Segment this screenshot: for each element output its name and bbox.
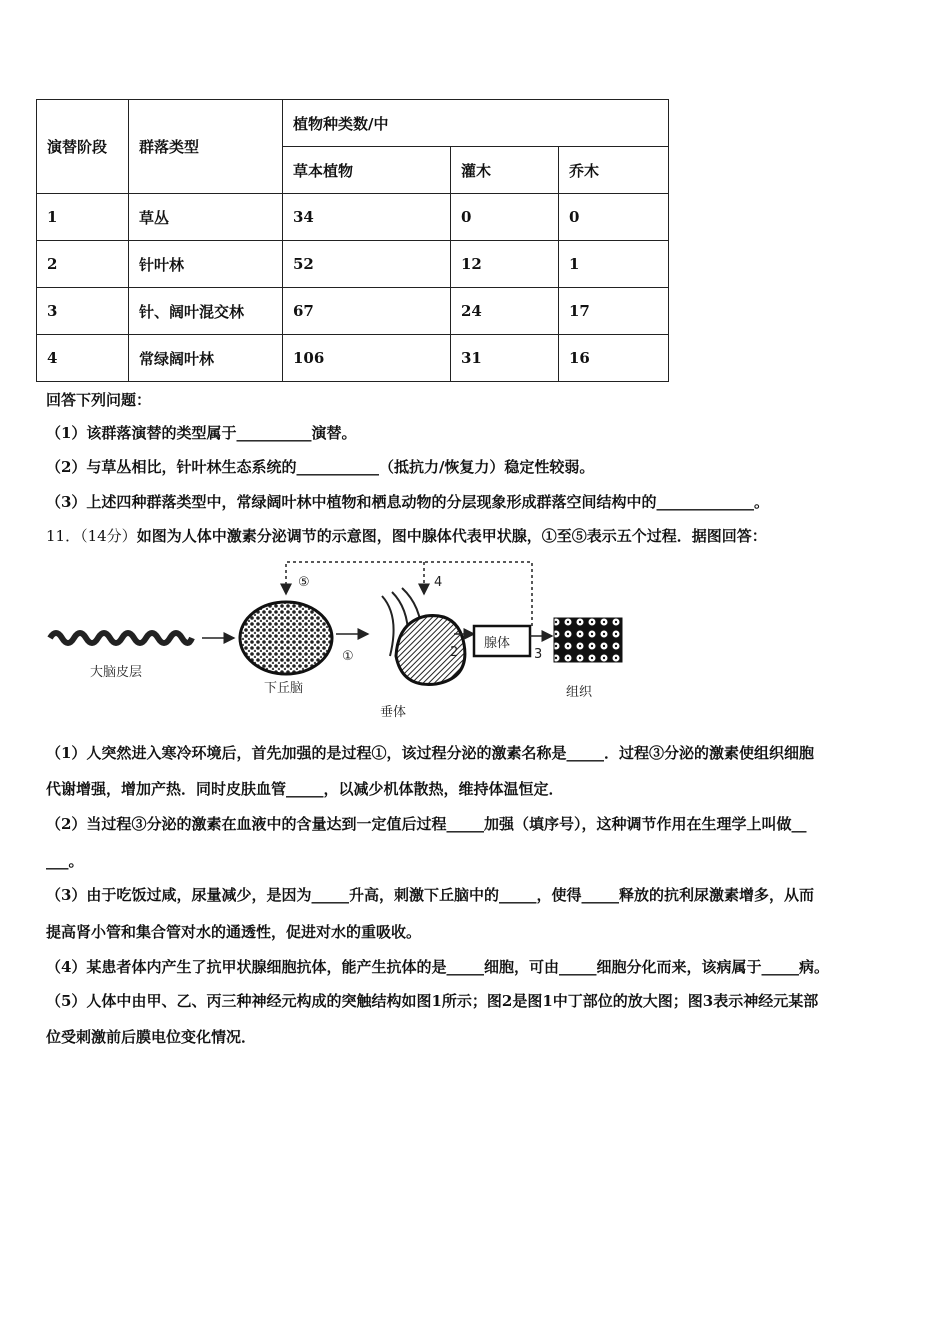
label-gland: 腺体: [484, 636, 511, 651]
q10-item-3: （3）上述四种群落类型中，常绿阔叶林中植物和栖息动物的分层现象形成群落空间结构中的_____________。: [46, 493, 769, 511]
cell-shrub: 24: [451, 288, 559, 335]
q11-line-4: ___。: [46, 852, 84, 870]
header-tree: 乔木: [559, 147, 669, 194]
table-row: [37, 335, 669, 382]
cell-shrub: 31: [451, 335, 559, 382]
cell-stage: 4: [37, 335, 129, 382]
q11-line-8: （5）人体中由甲、乙、丙三种神经元构成的突触结构如图1所示；图2是图1中丁部位的放大图；图3表示神经元某部: [46, 992, 819, 1010]
label-process-5: ⑤: [298, 575, 310, 590]
cell-stage: 3: [37, 288, 129, 335]
header-herb: 草本植物: [283, 147, 451, 194]
q11-line-6: 提高肾小管和集合管对水的通透性，促进对水的重吸收。: [46, 923, 422, 941]
cell-tree: 17: [559, 288, 669, 335]
q11-line-2: 代谢增强，增加产热．同时皮肤血管_____，以减少机体散热，维持体温恒定．: [46, 780, 564, 798]
table-row: [37, 288, 669, 335]
q10-item-2: （2）与草丛相比，针叶林生态系统的___________（抵抗力/恢复力）稳定性较弱。: [46, 458, 595, 476]
header-community: 群落类型: [129, 100, 283, 194]
q11-line-5: （3）由于吃饭过咸，尿量减少，是因为_____升高，刺激下丘脑中的_____，使得_____释放的抗利尿激素增多，从而: [46, 886, 814, 904]
tissue-shape: [554, 618, 622, 662]
cell-tree: 1: [559, 241, 669, 288]
hypothalamus-shape: [240, 602, 332, 674]
succession-table: [36, 99, 669, 382]
cell-shrub: 12: [451, 241, 559, 288]
label-hypothalamus: 下丘脑: [264, 681, 304, 696]
label-pituitary: 垂体: [380, 705, 407, 720]
cell-community: 常绿阔叶林: [129, 335, 283, 382]
cell-community: 针叶林: [129, 241, 283, 288]
q11-line-3: （2）当过程③分泌的激素在血液中的含量达到一定值后过程_____加强（填序号），这种调节作用在生理学上叫做__: [46, 815, 807, 833]
label-process-2: 2: [450, 645, 459, 660]
header-species: 植物种类数/中: [283, 100, 669, 147]
label-tissue: 组织: [566, 685, 593, 700]
label-process-1: ①: [342, 649, 354, 664]
cell-stage: 1: [37, 194, 129, 241]
q10-intro: 回答下列问题：: [46, 391, 152, 409]
cell-community: 草丛: [129, 194, 283, 241]
hormone-regulation-diagram: [46, 556, 636, 726]
label-cortex: 大脑皮层: [90, 665, 143, 680]
table-row: [37, 241, 669, 288]
q11-stem-line: [46, 526, 767, 546]
cell-community: 针、阔叶混交林: [129, 288, 283, 335]
cell-herb: 67: [283, 288, 451, 335]
cell-herb: 106: [283, 335, 451, 382]
q10-item-1: （1）该群落演替的类型属于__________演替。: [46, 424, 357, 442]
header-stage: 演替阶段: [37, 100, 129, 194]
q11-line-7: （4）某患者体内产生了抗甲状腺细胞抗体，能产生抗体的是_____细胞，可由_____细胞分化而来，该病属于_____病。: [46, 958, 829, 976]
cell-herb: 34: [283, 194, 451, 241]
cell-tree: 16: [559, 335, 669, 382]
q11-number: 11．（14分）: [46, 527, 137, 545]
cell-shrub: 0: [451, 194, 559, 241]
label-process-4: 4: [434, 575, 443, 590]
table-row: [37, 194, 669, 241]
q11-line-9: 位受刺激前后膜电位变化情况．: [46, 1028, 257, 1046]
cell-tree: 0: [559, 194, 669, 241]
label-process-3: 3: [534, 647, 543, 662]
cell-herb: 52: [283, 241, 451, 288]
cortex-shape: [50, 633, 192, 643]
header-shrub: 灌木: [451, 147, 559, 194]
q11-stem: 如图为人体中激素分泌调节的示意图，图中腺体代表甲状腺，①至⑤表示五个过程．据图回答：: [136, 527, 767, 545]
q11-line-1: （1）人突然进入寒冷环境后，首先加强的是过程①，该过程分泌的激素名称是_____．过程③分泌的激素使组织细胞: [46, 744, 814, 762]
cell-stage: 2: [37, 241, 129, 288]
